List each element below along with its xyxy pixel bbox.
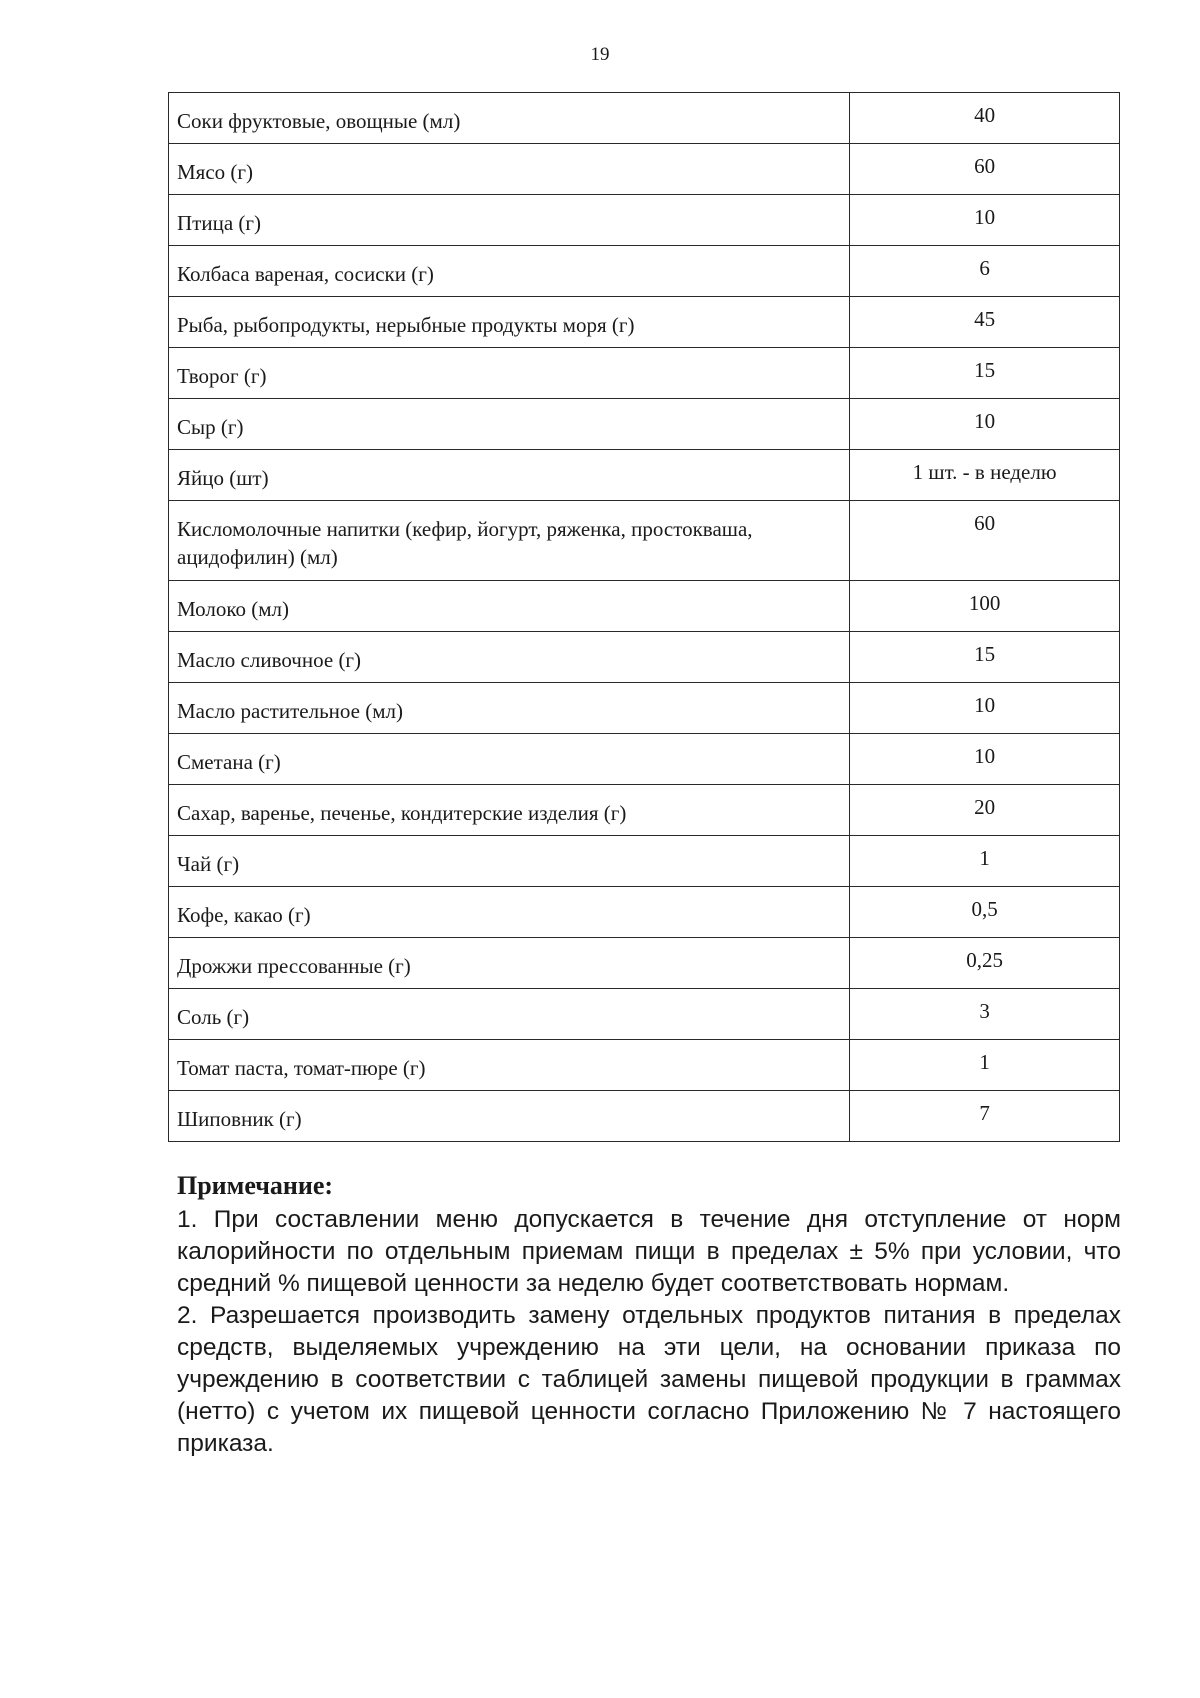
amount-cell: 7 [850,1091,1120,1142]
product-cell: Яйцо (шт) [169,450,850,501]
product-cell: Масло растительное (мл) [169,683,850,734]
notes-title: Примечание: [177,1171,334,1200]
amount-cell: 10 [850,734,1120,785]
amount-cell: 3 [850,989,1120,1040]
product-cell: Кофе, какао (г) [169,887,850,938]
amount-cell: 60 [850,501,1120,581]
product-cell: Птица (г) [169,195,850,246]
table-row [169,632,1120,683]
product-cell: Рыба, рыбопродукты, нерыбные продукты моря (г) [169,297,850,348]
amount-cell: 20 [850,785,1120,836]
amount-cell: 40 [850,93,1120,144]
food-norms-table [168,92,1120,1142]
table-row [169,399,1120,450]
table-row [169,195,1120,246]
product-cell: Колбаса вареная, сосиски (г) [169,246,850,297]
amount-cell: 0,5 [850,887,1120,938]
table-row [169,785,1120,836]
table-row [169,734,1120,785]
amount-cell: 45 [850,297,1120,348]
note-item: 1. При составлении меню допускается в течение дня отступление от норм калорийности по отдельным приемам пищи в пределах ± 5% при условии, что средний % пищевой ценности за неделю будет соответствовать нормам. [177,1206,1121,1297]
amount-cell: 10 [850,399,1120,450]
amount-cell: 10 [850,195,1120,246]
amount-cell: 60 [850,144,1120,195]
product-cell: Томат паста, томат-пюре (г) [169,1040,850,1091]
table-row [169,246,1120,297]
table-row [169,989,1120,1040]
product-cell: Сыр (г) [169,399,850,450]
product-cell: Соки фруктовые, овощные (мл) [169,93,850,144]
table-row [169,93,1120,144]
table-row [169,1040,1120,1091]
product-cell: Сметана (г) [169,734,850,785]
table-row [169,836,1120,887]
note-item: 2. Разрешается производить замену отдельных продуктов питания в пределах средств, выделяемых учреждению на эти цели, на основании приказа по учреждению в соответствии с таблицей замены пищевой продукции в граммах (нетто) с учетом их пищевой ценности согласно Приложению № 7 настоящего приказа. [177,1302,1121,1457]
product-cell: Чай (г) [169,836,850,887]
table-row [169,450,1120,501]
notes-section [177,1170,1121,1460]
table-row [169,581,1120,632]
table-row [169,887,1120,938]
product-cell: Дрожжи прессованные (г) [169,938,850,989]
amount-cell: 1 [850,1040,1120,1091]
table-row [169,683,1120,734]
product-cell: Сахар, варенье, печенье, кондитерские изделия (г) [169,785,850,836]
amount-cell: 1 [850,836,1120,887]
table-row [169,297,1120,348]
product-cell: Кисломолочные напитки (кефир, йогурт, ряженка, простокваша, ацидофилин) (мл) [169,501,850,581]
amount-cell: 6 [850,246,1120,297]
table-row [169,938,1120,989]
product-cell: Мясо (г) [169,144,850,195]
amount-cell: 100 [850,581,1120,632]
product-cell: Масло сливочное (г) [169,632,850,683]
amount-cell: 0,25 [850,938,1120,989]
amount-cell: 1 шт. - в неделю [850,450,1120,501]
product-cell: Творог (г) [169,348,850,399]
amount-cell: 15 [850,348,1120,399]
table-row [169,348,1120,399]
table-row [169,501,1120,581]
product-cell: Шиповник (г) [169,1091,850,1142]
page-number: 19 [590,44,610,65]
table-row [169,144,1120,195]
amount-cell: 15 [850,632,1120,683]
product-cell: Соль (г) [169,989,850,1040]
amount-cell: 10 [850,683,1120,734]
table-row [169,1091,1120,1142]
product-cell: Молоко (мл) [169,581,850,632]
